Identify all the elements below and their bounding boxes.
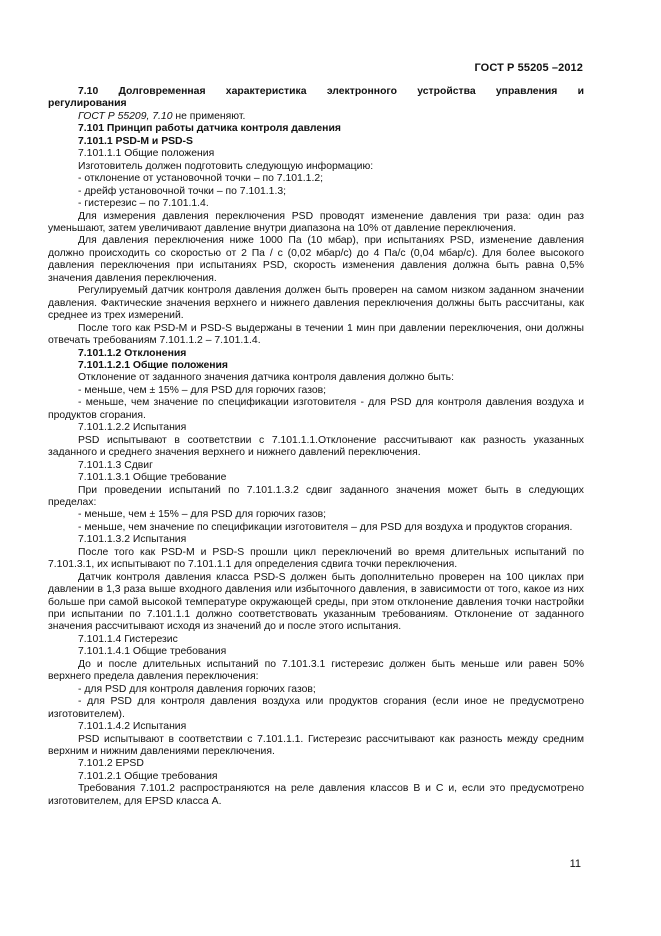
paragraph: Изготовитель должен подготовить следующую информацию: <box>78 160 374 172</box>
paragraph: Для давления переключения ниже 1000 Па (10 мбар), при испытаниях PSD, изменение давления должно происходить со скоростью от 2 Па / с (0,02 мбар/с) до 4 Па/с (0,04 мбар/с). Для более высокого давления переключения при испытаниях PSD, скорость изменения давления должна быть равна 0,5% значения давления переключения. <box>48 235 584 284</box>
paragraph-list <box>48 123 584 808</box>
not-applicable-note <box>48 111 584 123</box>
paragraph: 7.101.1.3.2 Испытания <box>78 534 187 546</box>
paragraph: - меньше, чем ± 15% – для PSD для горючих газов; <box>78 509 327 521</box>
document-code: ГОСТ Р 55205 –2012 <box>474 62 583 74</box>
note-text: не применяют. <box>172 110 246 122</box>
standard-reference: ГОСТ Р 55209, 7.10 <box>78 110 173 122</box>
paragraph: 7.101.1.2.1 Общие положения <box>78 359 228 371</box>
paragraph: - меньше, чем значение по спецификации изготовителя - для PSD для контроля давления воздуха и продуктов сгорания. <box>48 397 584 421</box>
paragraph: PSD испытывают в соответствии с 7.101.1.1. Гистерезис рассчитывают как разность между средним верхним и нижним давлениями переключения. <box>48 733 584 758</box>
paragraph: Регулируемый датчик контроля давления должен быть проверен на самом низком заданном значении давления. Фактические значения верхнего и нижнего давления переключения должны быть рассчитаны, как среднее из трех измерений. <box>48 285 584 322</box>
paragraph: 7.101 Принцип работы датчика контроля давления <box>78 123 341 135</box>
paragraph: 7.101.2.1 Общие требования <box>78 770 218 782</box>
paragraph: - для PSD для контроля давления горючих газов; <box>78 683 316 695</box>
paragraph: 7.101.1.4 Гистерезис <box>78 633 178 645</box>
title-word: характеристика <box>225 86 307 97</box>
paragraph: 7.101.1.4.1 Общие требования <box>78 646 227 658</box>
paragraph: 7.101.1.3 Сдвиг <box>78 459 153 471</box>
paragraph: При проведении испытаний по 7.101.1.3.2 сдвиг заданного значения может быть в следующих пределах: <box>48 484 584 508</box>
document-body <box>48 86 584 808</box>
paragraph: - гистерезис – по 7.101.1.4. <box>78 198 209 210</box>
paragraph: После того как PSD-M и PSD-S выдержаны в течении 1 мин при давлении переключения, они должны отвечать требованиям 7.101.1.2 – 7.101.1.4. <box>48 322 584 347</box>
paragraph: 7.101.1 PSD-M и PSD-S <box>78 135 193 147</box>
section-title-7-10 <box>78 86 584 98</box>
paragraph: 7.101.1.2.2 Испытания <box>78 422 187 434</box>
section-title-continuation: регулирования <box>48 98 127 110</box>
title-word: Долговременная <box>118 86 206 97</box>
paragraph: Датчик контроля давления класса PSD-S должен быть дополнительно проверен на 100 циклах при давлении в 1,3 раза выше входного давления или избыточного давления, в зависимости от того, какое из них больше при самой высокой температуре окружающей среды, при этом отклонение давления точки настройки при испытании по 7.101.1.1 должно соответствовать указанным требованиям. Отклонение от заданного значения рассчитывают исходя из значений до и после этого испытания. <box>48 571 584 633</box>
page-number: 11 <box>569 858 581 870</box>
title-word: электронного <box>326 86 397 97</box>
paragraph: До и после длительных испытаний по 7.101.3.1 гистерезис должен быть меньше или равен 50% верхнего предела давления переключения: <box>48 658 584 683</box>
paragraph: 7.101.1.1 Общие положения <box>78 148 215 160</box>
paragraph: 7.101.2 EPSD <box>78 758 144 770</box>
paragraph: 7.101.1.2 Отклонения <box>78 347 187 359</box>
paragraph: 7.101.1.4.2 Испытания <box>78 721 187 733</box>
title-word: 7.10 <box>78 86 99 97</box>
title-word: управления <box>495 86 558 97</box>
paragraph: Отклонение от заданного значения датчика контроля давления должно быть: <box>78 372 454 384</box>
paragraph: Требования 7.101.2 распространяются на реле давления классов В и С и, если это предусмотрено изготовителем, для EPSD класса А. <box>48 783 584 807</box>
paragraph: - отклонение от установочной точки – по 7.101.1.2; <box>78 173 324 185</box>
title-word: устройства <box>417 86 476 97</box>
title-word: и <box>577 86 584 97</box>
paragraph: Для измерения давления переключения PSD проводят изменение давления три раза: один раз уменьшают, затем увеличивают давление внутри диапазона на 10% от давление переключения. <box>48 210 584 234</box>
paragraph: PSD испытывают в соответствии с 7.101.1.1.Отклонение рассчитывают как разность указанных заданного и среднего значения верхнего и нижнего давлений переключения. <box>48 434 584 459</box>
paragraph: - меньше, чем значение по спецификации изготовителя – для PSD для воздуха и продуктов сгорания. <box>78 521 573 533</box>
paragraph: - меньше, чем ± 15% – для PSD для горючих газов; <box>78 384 327 396</box>
paragraph: 7.101.1.3.1 Общие требование <box>78 472 227 484</box>
paragraph: - дрейф установочной точки – по 7.101.1.3; <box>78 185 287 197</box>
paragraph: После того как PSD-M и PSD-S прошли цикл переключений во время длительных испытаний по 7.101.3.1, их испытывают по 7.101.1.1 для определения сдвига точки переключения. <box>48 546 584 571</box>
paragraph: - для PSD для контроля давления воздуха или продуктов сгорания (если иное не предусмотрено изготовителем). <box>48 696 584 720</box>
